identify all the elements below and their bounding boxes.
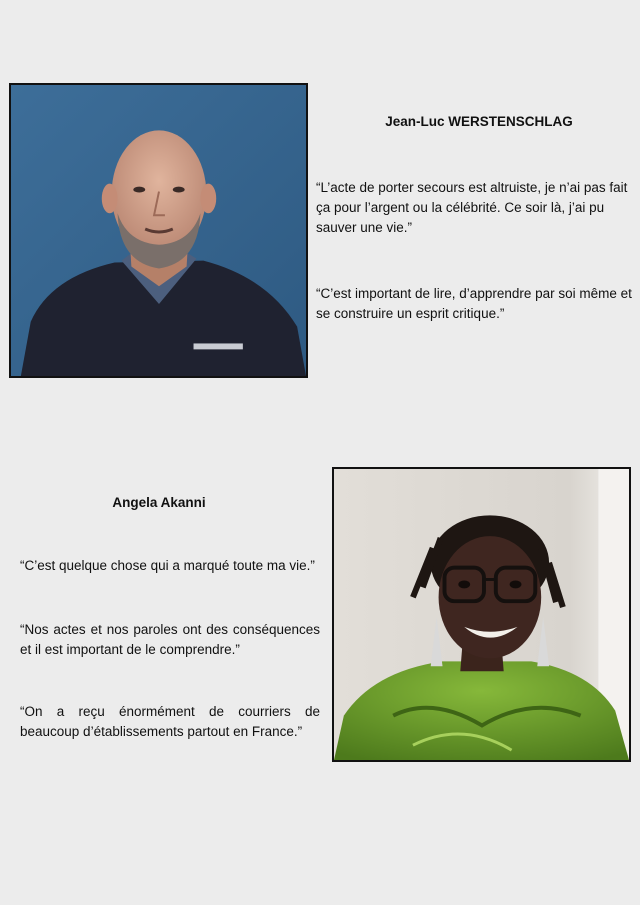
portrait-photo-angela bbox=[332, 467, 631, 762]
person-name-jean-luc: Jean-Luc WERSTENSCHLAG bbox=[385, 114, 573, 129]
quote-jean-luc-2: “C’est important de lire, d’apprendre par soi même et se construire un esprit critique.” bbox=[316, 286, 632, 321]
quote-jean-luc-1: “L’acte de porter secours est altruiste, je n’ai pas fait ça pour l’argent ou la célébrité. Ce soir là, j’ai pu sauver une vie.” bbox=[316, 180, 628, 235]
person-name-angela: Angela Akanni bbox=[112, 495, 206, 510]
portrait-photo-jean-luc bbox=[9, 83, 308, 378]
quote-angela-3: “On a reçu énormément de courriers de beaucoup d’établissements partout en France.” bbox=[20, 704, 320, 739]
quote-angela-1: “C’est quelque chose qui a marqué toute ma vie.” bbox=[20, 558, 315, 573]
quote-angela-2: “Nos actes et nos paroles ont des conséquences et il est important de le comprendre.” bbox=[20, 622, 320, 657]
